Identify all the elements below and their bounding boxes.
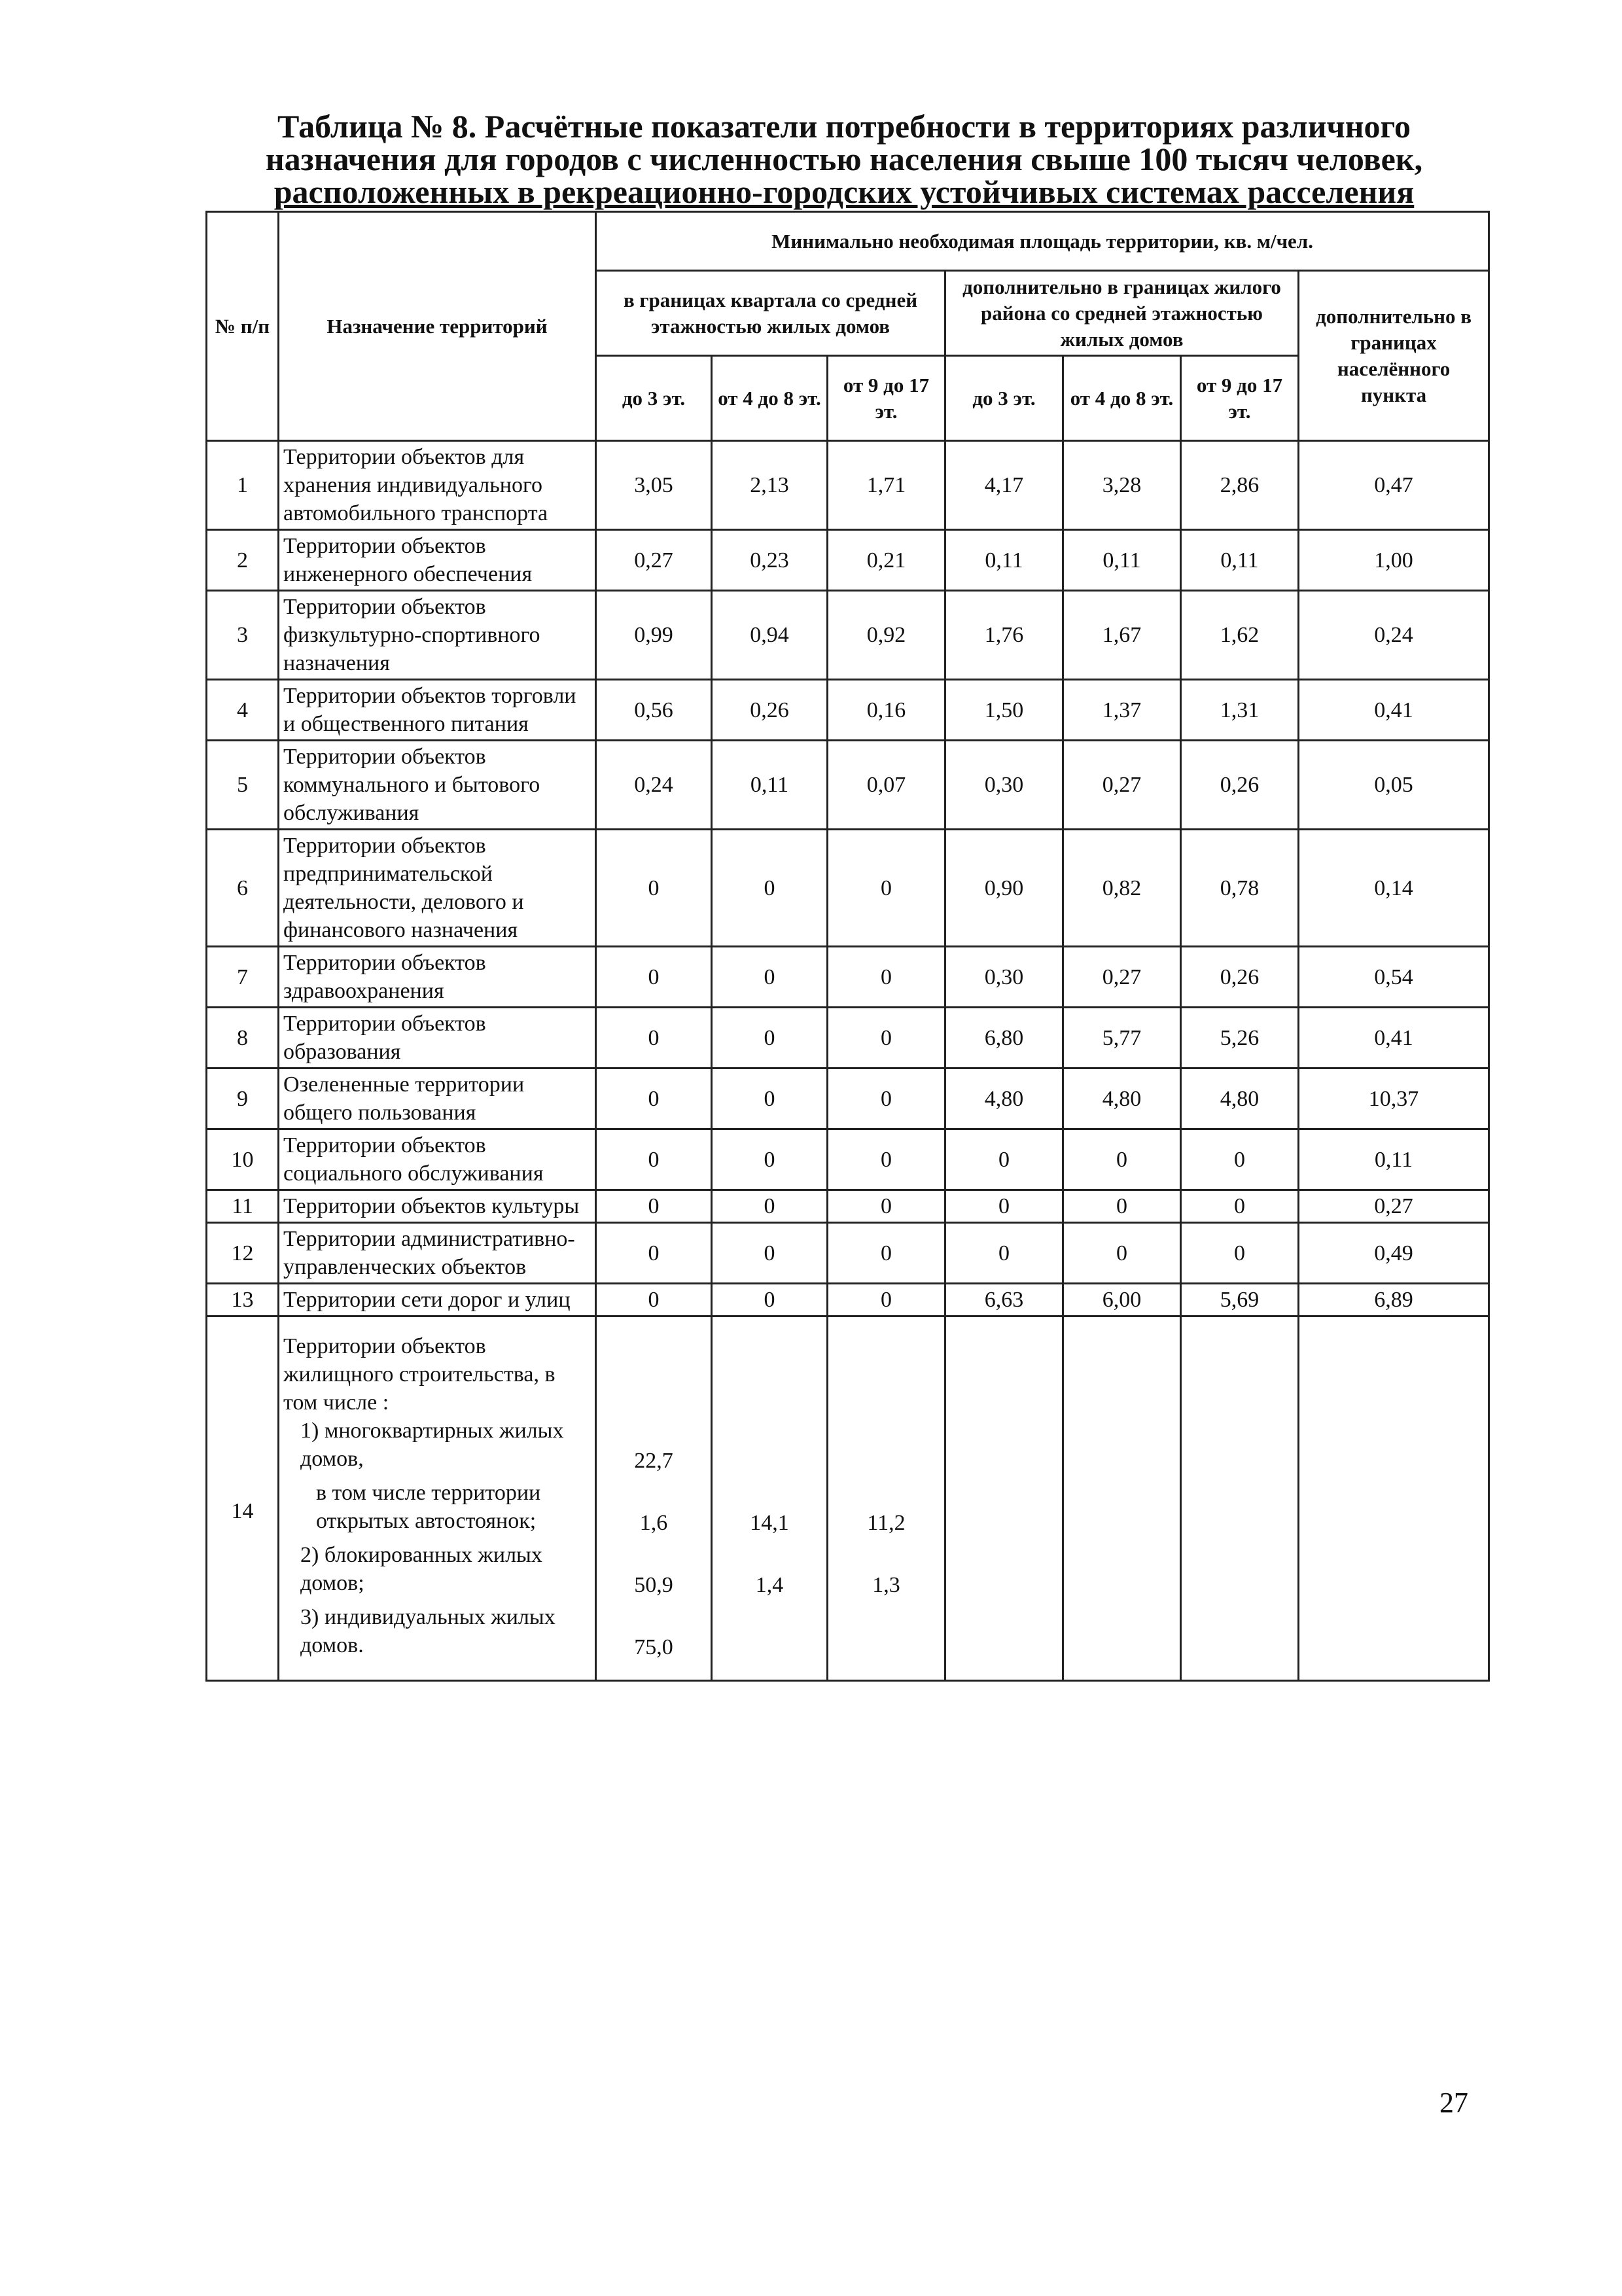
cell-col-block-mid: 0 bbox=[712, 830, 828, 947]
cell-col-block-low: 0 bbox=[596, 1129, 712, 1190]
cell-col-block-high: 0,16 bbox=[828, 680, 945, 741]
row14-col4 bbox=[945, 1316, 1063, 1681]
row14-intro: Территории объектов жилищного строительства, в том числе : bbox=[283, 1333, 555, 1415]
table-row bbox=[207, 1284, 1489, 1316]
cell-col-district-low: 0,11 bbox=[945, 530, 1063, 591]
row14-col7 bbox=[1299, 1316, 1489, 1681]
table-row bbox=[207, 1008, 1489, 1069]
row14-col2-v2: 1,4 bbox=[755, 1573, 784, 1597]
cell-col-district-low: 0 bbox=[945, 1190, 1063, 1223]
cell-col-settlement: 0,41 bbox=[1299, 1008, 1489, 1069]
cell-col-block-low: 0,56 bbox=[596, 680, 712, 741]
cell-col-district-high: 0,26 bbox=[1181, 947, 1299, 1008]
table-row bbox=[207, 1129, 1489, 1190]
row14-col1-v4: 75,0 bbox=[634, 1635, 673, 1659]
cell-col-district-low: 6,63 bbox=[945, 1284, 1063, 1316]
row-name: Территории объектов предпринимательской деятельности, делового и финансового назначения bbox=[279, 830, 596, 947]
cell-col-block-low: 0,99 bbox=[596, 591, 712, 680]
cell-col-block-mid: 2,13 bbox=[712, 441, 828, 530]
cell-col-district-low: 1,50 bbox=[945, 680, 1063, 741]
cell-col-block-low: 0 bbox=[596, 1008, 712, 1069]
cell-col-block-high: 1,71 bbox=[828, 441, 945, 530]
row14-col6 bbox=[1181, 1316, 1299, 1681]
cell-col-block-low: 0 bbox=[596, 947, 712, 1008]
cell-col-block-high: 0 bbox=[828, 1129, 945, 1190]
row-name bbox=[279, 1316, 596, 1681]
page-title bbox=[196, 110, 1492, 208]
row14-sub3: 2) блокированных жилых домов; bbox=[300, 1542, 542, 1595]
row-number: 2 bbox=[207, 530, 279, 591]
table-row bbox=[207, 680, 1489, 741]
table-row bbox=[207, 1190, 1489, 1223]
cell-col-block-high: 0,92 bbox=[828, 591, 945, 680]
header-group-district: дополнительно в границах жилого района со средней этажностью жилых домов bbox=[945, 271, 1299, 356]
table-row bbox=[207, 1223, 1489, 1284]
header-group-block: в границах квартала со средней этажностью жилых домов bbox=[596, 271, 945, 356]
row-name: Озелененные территории общего пользования bbox=[279, 1069, 596, 1129]
table-row bbox=[207, 1069, 1489, 1129]
row14-col1-v2: 1,6 bbox=[639, 1511, 668, 1535]
cell-col-settlement: 0,05 bbox=[1299, 741, 1489, 830]
cell-col-district-mid: 3,28 bbox=[1063, 441, 1181, 530]
cell-col-district-mid: 1,67 bbox=[1063, 591, 1181, 680]
row-name: Территории объектов торговли и общественного питания bbox=[279, 680, 596, 741]
cell-col-district-low: 6,80 bbox=[945, 1008, 1063, 1069]
cell-col-district-high: 1,31 bbox=[1181, 680, 1299, 741]
row-name: Территории объектов образования bbox=[279, 1008, 596, 1069]
table-row bbox=[207, 830, 1489, 947]
cell-col-district-high: 0 bbox=[1181, 1129, 1299, 1190]
row-name: Территории объектов инженерного обеспечения bbox=[279, 530, 596, 591]
cell-col-block-mid: 0 bbox=[712, 947, 828, 1008]
cell-col-settlement: 0,49 bbox=[1299, 1223, 1489, 1284]
cell-col-district-mid: 1,37 bbox=[1063, 680, 1181, 741]
cell-col-district-high: 0,78 bbox=[1181, 830, 1299, 947]
cell-col-block-high: 0 bbox=[828, 1069, 945, 1129]
cell-col-district-high: 2,86 bbox=[1181, 441, 1299, 530]
cell-col-block-low: 0 bbox=[596, 1069, 712, 1129]
cell-col-block-high: 0 bbox=[828, 1284, 945, 1316]
row-number: 4 bbox=[207, 680, 279, 741]
page-number: 27 bbox=[1439, 2087, 1468, 2119]
row14-col3-v2: 1,3 bbox=[872, 1573, 900, 1597]
cell-col-district-low: 4,80 bbox=[945, 1069, 1063, 1129]
cell-col-district-low: 0,30 bbox=[945, 947, 1063, 1008]
row-name: Территории сети дорог и улиц bbox=[279, 1284, 596, 1316]
cell-col-settlement: 1,00 bbox=[1299, 530, 1489, 591]
title-line-3: расположенных в рекреационно-городских устойчивых системах расселения bbox=[273, 173, 1415, 210]
table-row bbox=[207, 530, 1489, 591]
cell-col-district-high: 0,26 bbox=[1181, 741, 1299, 830]
cell-col-settlement: 0,11 bbox=[1299, 1129, 1489, 1190]
row-number: 12 bbox=[207, 1223, 279, 1284]
header-col-block-mid: от 4 до 8 эт. bbox=[712, 356, 828, 441]
cell-col-district-mid: 6,00 bbox=[1063, 1284, 1181, 1316]
cell-col-block-mid: 0 bbox=[712, 1223, 828, 1284]
row-name: Территории объектов здравоохранения bbox=[279, 947, 596, 1008]
cell-col-district-high: 0 bbox=[1181, 1223, 1299, 1284]
row-number: 3 bbox=[207, 591, 279, 680]
header-group-settlement: дополнительно в границах населённого пункта bbox=[1299, 271, 1489, 441]
cell-col-settlement: 0,41 bbox=[1299, 680, 1489, 741]
title-line-2: назначения для городов с численностью населения свыше 100 тысяч человек, bbox=[265, 141, 1423, 177]
row-number: 8 bbox=[207, 1008, 279, 1069]
cell-col-settlement: 10,37 bbox=[1299, 1069, 1489, 1129]
cell-col-block-low: 3,05 bbox=[596, 441, 712, 530]
row-name: Территории объектов культуры bbox=[279, 1190, 596, 1223]
cell-col-district-high: 4,80 bbox=[1181, 1069, 1299, 1129]
cell-col-block-mid: 0,26 bbox=[712, 680, 828, 741]
cell-col-block-mid: 0,23 bbox=[712, 530, 828, 591]
row14-sub1: 1) многоквартирных жилых домов, bbox=[300, 1418, 564, 1471]
row14-col5 bbox=[1063, 1316, 1181, 1681]
cell-col-district-mid: 0 bbox=[1063, 1190, 1181, 1223]
cell-col-district-mid: 5,77 bbox=[1063, 1008, 1181, 1069]
cell-col-district-low: 0,90 bbox=[945, 830, 1063, 947]
row-number: 13 bbox=[207, 1284, 279, 1316]
cell-col-block-mid: 0 bbox=[712, 1190, 828, 1223]
cell-col-block-mid: 0 bbox=[712, 1069, 828, 1129]
cell-col-block-high: 0 bbox=[828, 1223, 945, 1284]
row-number: 6 bbox=[207, 830, 279, 947]
cell-col-district-high: 5,26 bbox=[1181, 1008, 1299, 1069]
cell-col-district-mid: 0,27 bbox=[1063, 741, 1181, 830]
cell-col-block-mid: 0,94 bbox=[712, 591, 828, 680]
cell-col-district-high: 5,69 bbox=[1181, 1284, 1299, 1316]
cell-col-block-low: 0 bbox=[596, 830, 712, 947]
cell-col-district-low: 1,76 bbox=[945, 591, 1063, 680]
cell-col-district-mid: 0,11 bbox=[1063, 530, 1181, 591]
row-name: Территории объектов физкультурно-спортивного назначения bbox=[279, 591, 596, 680]
cell-col-block-high: 0 bbox=[828, 947, 945, 1008]
cell-col-block-low: 0,27 bbox=[596, 530, 712, 591]
cell-col-block-high: 0 bbox=[828, 1190, 945, 1223]
row14-col2 bbox=[712, 1316, 828, 1681]
title-line-1: Таблица № 8. Расчётные показатели потребности в территориях различного bbox=[277, 108, 1411, 145]
header-col-district-mid: от 4 до 8 эт. bbox=[1063, 356, 1181, 441]
cell-col-block-mid: 0,11 bbox=[712, 741, 828, 830]
table-row bbox=[207, 947, 1489, 1008]
row14-col1-v3: 50,9 bbox=[634, 1573, 673, 1597]
row-number: 9 bbox=[207, 1069, 279, 1129]
row-number: 1 bbox=[207, 441, 279, 530]
row-number: 14 bbox=[207, 1316, 279, 1681]
cell-col-district-high: 0,11 bbox=[1181, 530, 1299, 591]
row-name: Территории административно-управленческих объектов bbox=[279, 1223, 596, 1284]
row14-sub2: в том числе территории открытых автостоянок; bbox=[316, 1480, 541, 1533]
cell-col-district-low: 0 bbox=[945, 1129, 1063, 1190]
row14-col1 bbox=[596, 1316, 712, 1681]
cell-col-district-mid: 0,82 bbox=[1063, 830, 1181, 947]
cell-col-settlement: 0,14 bbox=[1299, 830, 1489, 947]
cell-col-block-mid: 0 bbox=[712, 1008, 828, 1069]
row14-col2-v1: 14,1 bbox=[750, 1511, 789, 1535]
cell-col-settlement: 0,54 bbox=[1299, 947, 1489, 1008]
cell-col-district-mid: 4,80 bbox=[1063, 1069, 1181, 1129]
row14-sub4: 3) индивидуальных жилых домов. bbox=[300, 1604, 555, 1657]
cell-col-district-low: 0,30 bbox=[945, 741, 1063, 830]
row-number: 10 bbox=[207, 1129, 279, 1190]
table-row bbox=[207, 441, 1489, 530]
header-col-block-low: до 3 эт. bbox=[596, 356, 712, 441]
row-name: Территории объектов для хранения индивидуального автомобильного транспорта bbox=[279, 441, 596, 530]
row14-col3-v1: 11,2 bbox=[867, 1511, 906, 1535]
row-number: 11 bbox=[207, 1190, 279, 1223]
row-name: Территории объектов коммунального и бытового обслуживания bbox=[279, 741, 596, 830]
cell-col-block-mid: 0 bbox=[712, 1284, 828, 1316]
table-row bbox=[207, 741, 1489, 830]
header-name: Назначение территорий bbox=[279, 212, 596, 441]
header-num: № п/п bbox=[207, 212, 279, 441]
cell-col-block-low: 0 bbox=[596, 1223, 712, 1284]
cell-col-block-low: 0 bbox=[596, 1190, 712, 1223]
row14-col3 bbox=[828, 1316, 945, 1681]
requirements-table bbox=[205, 211, 1490, 1682]
cell-col-block-high: 0,07 bbox=[828, 741, 945, 830]
row-name: Территории объектов социального обслуживания bbox=[279, 1129, 596, 1190]
table-row-14 bbox=[207, 1316, 1489, 1681]
cell-col-block-high: 0 bbox=[828, 1008, 945, 1069]
cell-col-district-mid: 0 bbox=[1063, 1129, 1181, 1190]
cell-col-district-mid: 0,27 bbox=[1063, 947, 1181, 1008]
header-col-district-low: до 3 эт. bbox=[945, 356, 1063, 441]
cell-col-block-mid: 0 bbox=[712, 1129, 828, 1190]
cell-col-district-low: 4,17 bbox=[945, 441, 1063, 530]
cell-col-block-high: 0,21 bbox=[828, 530, 945, 591]
cell-col-settlement: 0,47 bbox=[1299, 441, 1489, 530]
cell-col-district-mid: 0 bbox=[1063, 1223, 1181, 1284]
cell-col-block-low: 0 bbox=[596, 1284, 712, 1316]
cell-col-settlement: 0,27 bbox=[1299, 1190, 1489, 1223]
header-col-district-high: от 9 до 17 эт. bbox=[1181, 356, 1299, 441]
cell-col-block-high: 0 bbox=[828, 830, 945, 947]
cell-col-district-high: 0 bbox=[1181, 1190, 1299, 1223]
cell-col-district-high: 1,62 bbox=[1181, 591, 1299, 680]
cell-col-district-low: 0 bbox=[945, 1223, 1063, 1284]
cell-col-settlement: 6,89 bbox=[1299, 1284, 1489, 1316]
table-row bbox=[207, 591, 1489, 680]
row14-col1-v1: 22,7 bbox=[634, 1449, 673, 1473]
cell-col-block-low: 0,24 bbox=[596, 741, 712, 830]
cell-col-settlement: 0,24 bbox=[1299, 591, 1489, 680]
row-number: 5 bbox=[207, 741, 279, 830]
header-col-block-high: от 9 до 17 эт. bbox=[828, 356, 945, 441]
header-min-area: Минимально необходимая площадь территории, кв. м/чел. bbox=[596, 212, 1489, 271]
row-number: 7 bbox=[207, 947, 279, 1008]
